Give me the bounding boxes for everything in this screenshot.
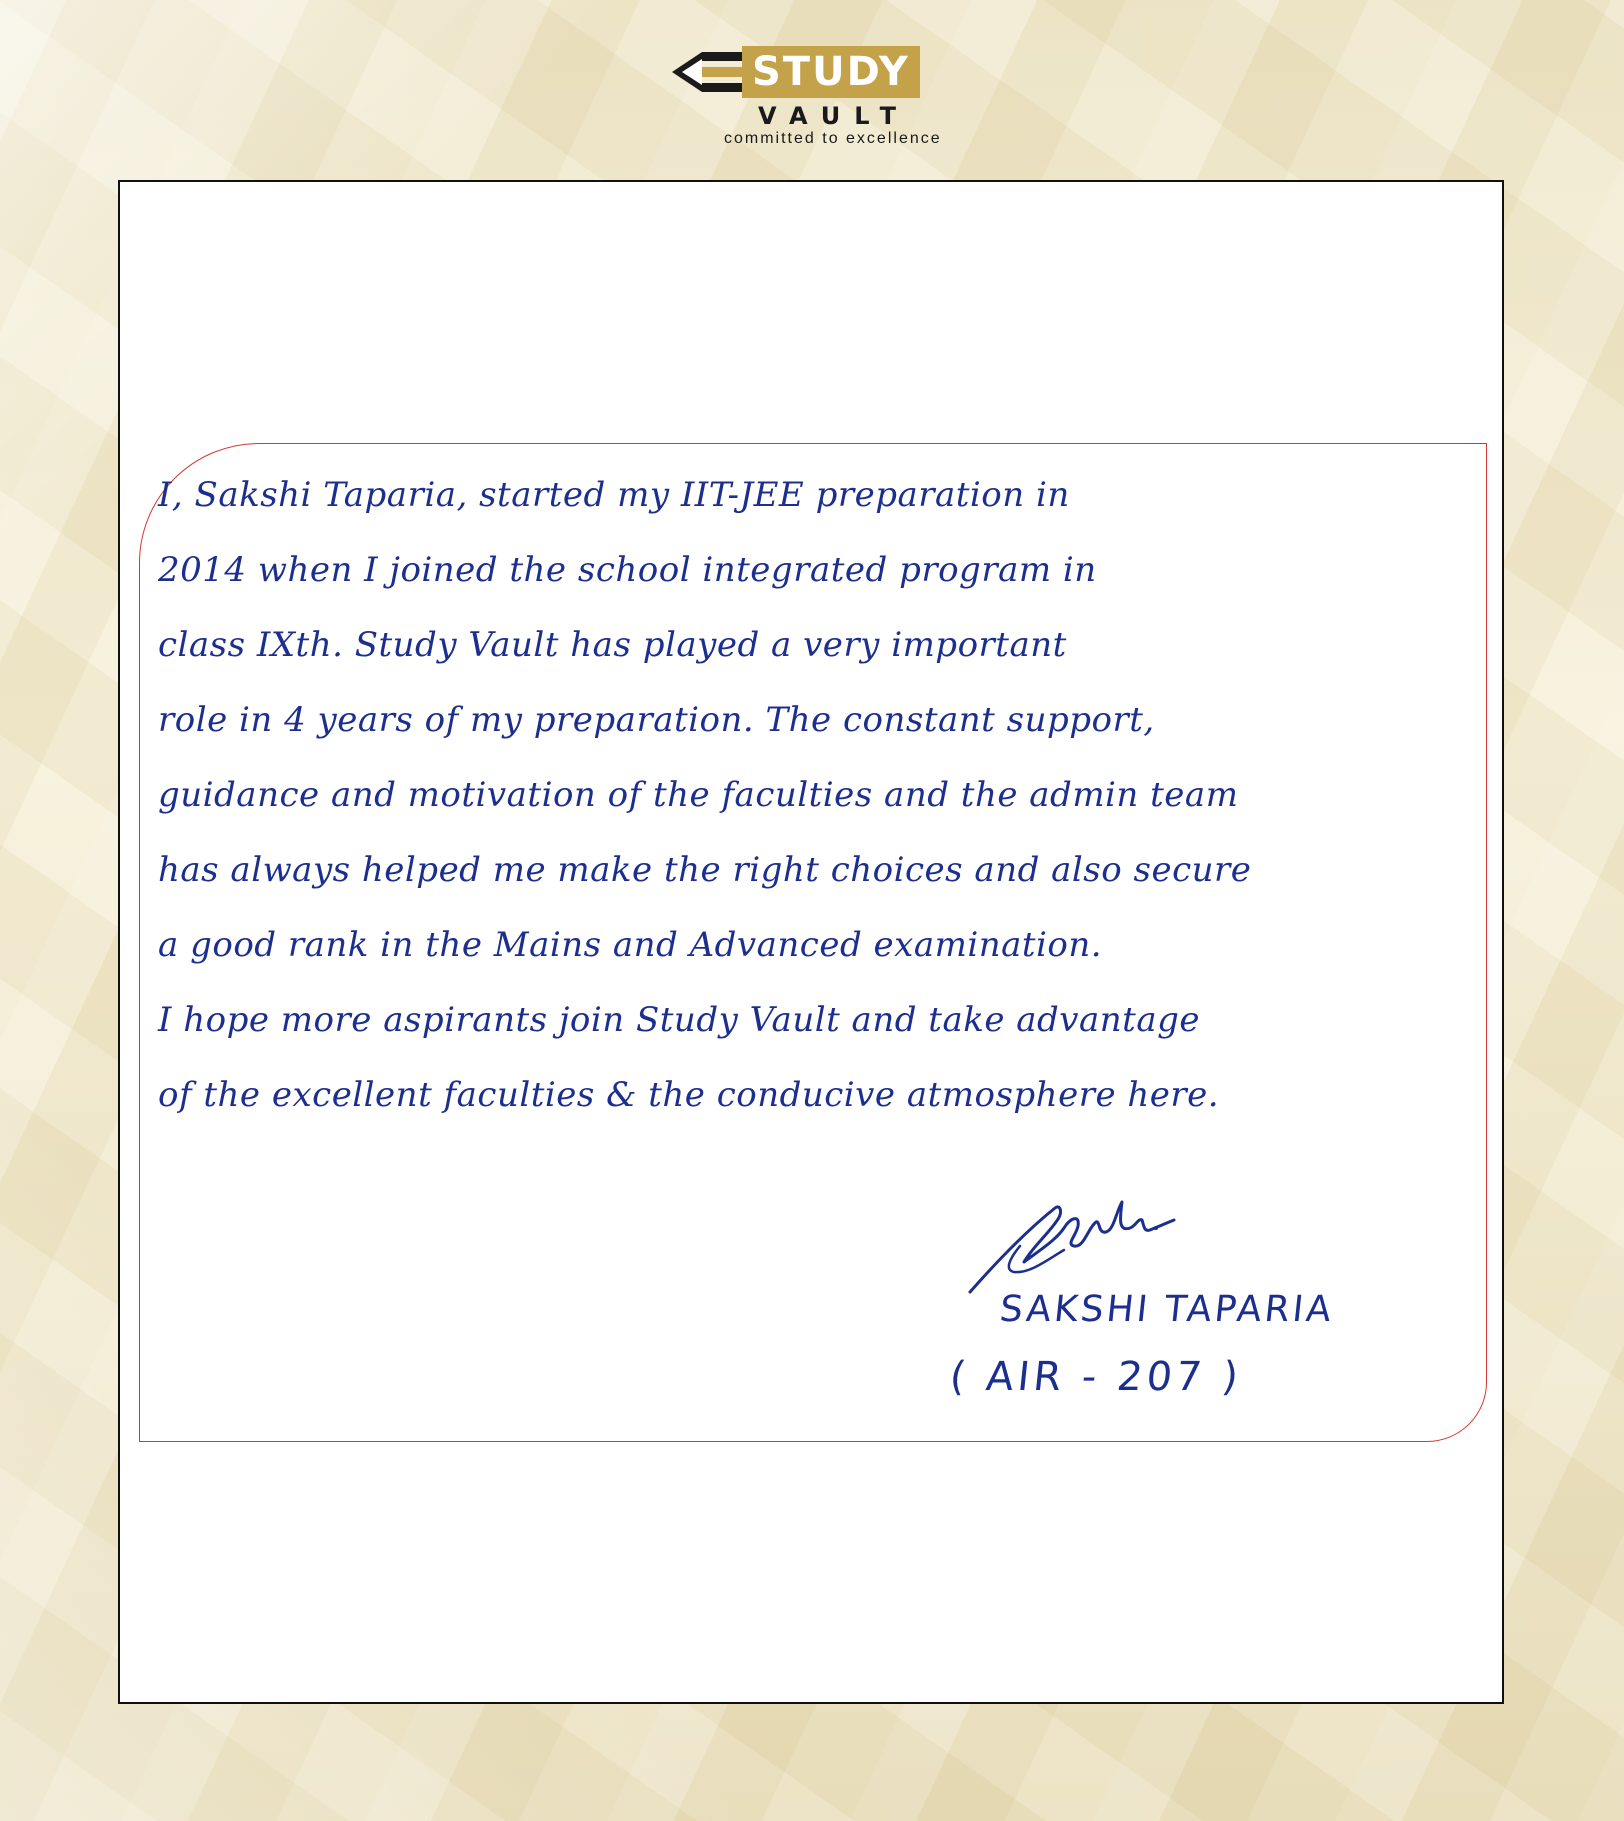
letter-line: guidance and motivation of the faculties and the admin team [158, 775, 1239, 815]
letter-line: role in 4 years of my preparation. The constant support, [158, 700, 1155, 740]
document-page [118, 180, 1504, 1704]
letter-line: a good rank in the Mains and Advanced examination. [158, 925, 1103, 965]
logo-subname: VAULT [758, 102, 910, 130]
testimonial-letter [139, 443, 1487, 1442]
study-vault-logo [668, 46, 956, 152]
logo-wordmark: STUDY [742, 46, 920, 98]
logo-tagline: committed to excellence [724, 130, 942, 147]
letter-line: of the excellent faculties & the conducive atmosphere here. [158, 1075, 1220, 1115]
signer-rank: ( AIR - 207 ) [947, 1354, 1245, 1400]
letter-line: has always helped me make the right choices and also secure [158, 850, 1252, 890]
pencil-arrow-icon [668, 46, 752, 98]
signer-name: SAKSHI TAPARIA [997, 1289, 1337, 1330]
handwritten-signature [960, 1188, 1180, 1298]
letter-line: I hope more aspirants join Study Vault and take advantage [158, 1000, 1200, 1040]
letter-line: class IXth. Study Vault has played a very important [158, 625, 1067, 665]
letter-line: 2014 when I joined the school integrated program in [158, 550, 1097, 590]
letter-body [158, 458, 1478, 1133]
letter-line: I, Sakshi Taparia, started my IIT-JEE preparation in [158, 475, 1070, 515]
